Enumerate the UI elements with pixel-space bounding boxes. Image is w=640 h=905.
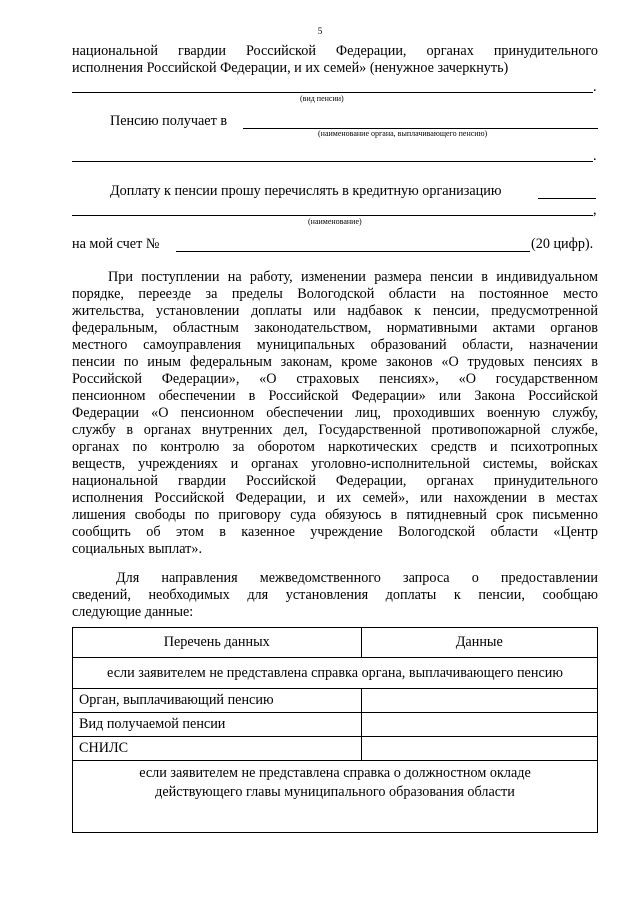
top-paragraph-line-1: национальной гвардии Российской Федерации, органах принудительного: [72, 43, 598, 59]
table-row-value[interactable]: [361, 737, 598, 761]
pension-type-field[interactable]: [72, 92, 593, 93]
table-section-row: [73, 761, 598, 833]
table-row-label: Орган, выплачивающий пенсию: [73, 689, 362, 713]
table-row: [73, 689, 598, 713]
request-line: следующие данные:: [72, 604, 194, 620]
pension-type-caption: (вид пенсии): [300, 94, 344, 103]
transfer-caption: (наименование): [308, 217, 362, 226]
page-number: 5: [317, 26, 323, 36]
table-section-2-line-2: действующего главы муниципального образования области: [155, 784, 515, 800]
account-suffix: (20 цифр).: [531, 236, 594, 252]
table-row-value[interactable]: [361, 713, 598, 737]
obligation-line: исполнения Российской Федерации, и их семей», или нахождении в местах: [72, 490, 598, 506]
obligation-line: пенсионном обеспечении в Российской Федерации» или Закона Российской: [72, 388, 598, 404]
table-row: [73, 713, 598, 737]
obligation-line: лишения свободы по приговору суда обязуюсь в пятидневный срок письменно: [72, 507, 598, 523]
obligation-line: Федерации «О пенсионном обеспечении лиц, проходивших военную службу,: [72, 405, 598, 421]
obligation-line: федеральным, областным законодательством, нормативными актами органов: [72, 320, 598, 336]
obligation-line: порядке, переезде за пределы Вологодской области на постоянное место: [72, 286, 598, 302]
obligation-line: социальных выплат».: [72, 541, 202, 557]
pension-from-caption: (наименование органа, выплачивающего пенсию): [318, 129, 488, 138]
obligation-paragraph: [72, 269, 598, 558]
table-section-1: если заявителем не представлена справка органа, выплачивающего пенсию: [73, 658, 598, 689]
transfer-trail: ,: [593, 202, 597, 218]
obligation-line: местного самоуправления муниципальных образований области, назначении: [72, 337, 598, 353]
table-row: [73, 737, 598, 761]
request-line: Для направления межведомственного запроса о предоставлении: [116, 570, 598, 586]
table-row-label: СНИЛС: [73, 737, 362, 761]
top-paragraph: [72, 43, 598, 77]
table-section-2-line-1: если заявителем не представлена справка о должностном окладе: [139, 765, 531, 781]
pension-from-trail: .: [593, 148, 597, 164]
table-section-2: [73, 761, 598, 833]
table-section-row: [73, 658, 598, 689]
obligation-line: службу в органах внутренних дел, Государственной противопожарной службе,: [72, 422, 598, 438]
pension-from-label: Пенсию получает в: [110, 113, 228, 129]
pension-from-field-continued[interactable]: [72, 161, 593, 162]
request-line: сведений, необходимых для установления доплаты к пенсии, сообщаю: [72, 587, 598, 603]
account-number-field[interactable]: [176, 251, 530, 252]
obligation-line: При поступлении на работу, изменении размера пенсии в индивидуальном: [108, 269, 598, 285]
request-paragraph: [72, 570, 598, 621]
data-table: [72, 627, 598, 833]
transfer-field-continued[interactable]: [72, 215, 593, 216]
transfer-field[interactable]: [538, 198, 596, 199]
obligation-line: жительства, установлении доплаты или надбавок к пенсии, предусмотренной: [72, 303, 598, 319]
obligation-line: Российской Федерации», «О страховых пенсиях», «О государственном: [72, 371, 598, 387]
table-row-label: Вид получаемой пенсии: [73, 713, 362, 737]
obligation-line: национальной гвардии Российской Федерации, органах принудительного: [72, 473, 598, 489]
obligation-line: пенсии по иным федеральным законам, кроме законов «О трудовых пенсиях в: [72, 354, 598, 370]
obligation-line: веществ, учреждениях и органах уголовно-исполнительной системы, войсках: [72, 456, 598, 472]
table-header-list: Перечень данных: [73, 628, 362, 658]
account-label: на мой счет №: [72, 236, 160, 252]
obligation-line: сообщить об этом в казенное учреждение Вологодской области «Центр: [72, 524, 598, 540]
table-header-data: Данные: [361, 628, 598, 658]
top-paragraph-line-2: исполнения Российской Федерации, и их семей» (ненужное зачеркнуть): [72, 60, 509, 76]
pension-type-trail: .: [593, 79, 597, 95]
transfer-label: Доплату к пенсии прошу перечислять в кредитную организацию: [110, 183, 502, 199]
table-row-value[interactable]: [361, 689, 598, 713]
obligation-line: органах по контролю за оборотом наркотических средств и психотропных: [72, 439, 598, 455]
table-header-row: [73, 628, 598, 658]
